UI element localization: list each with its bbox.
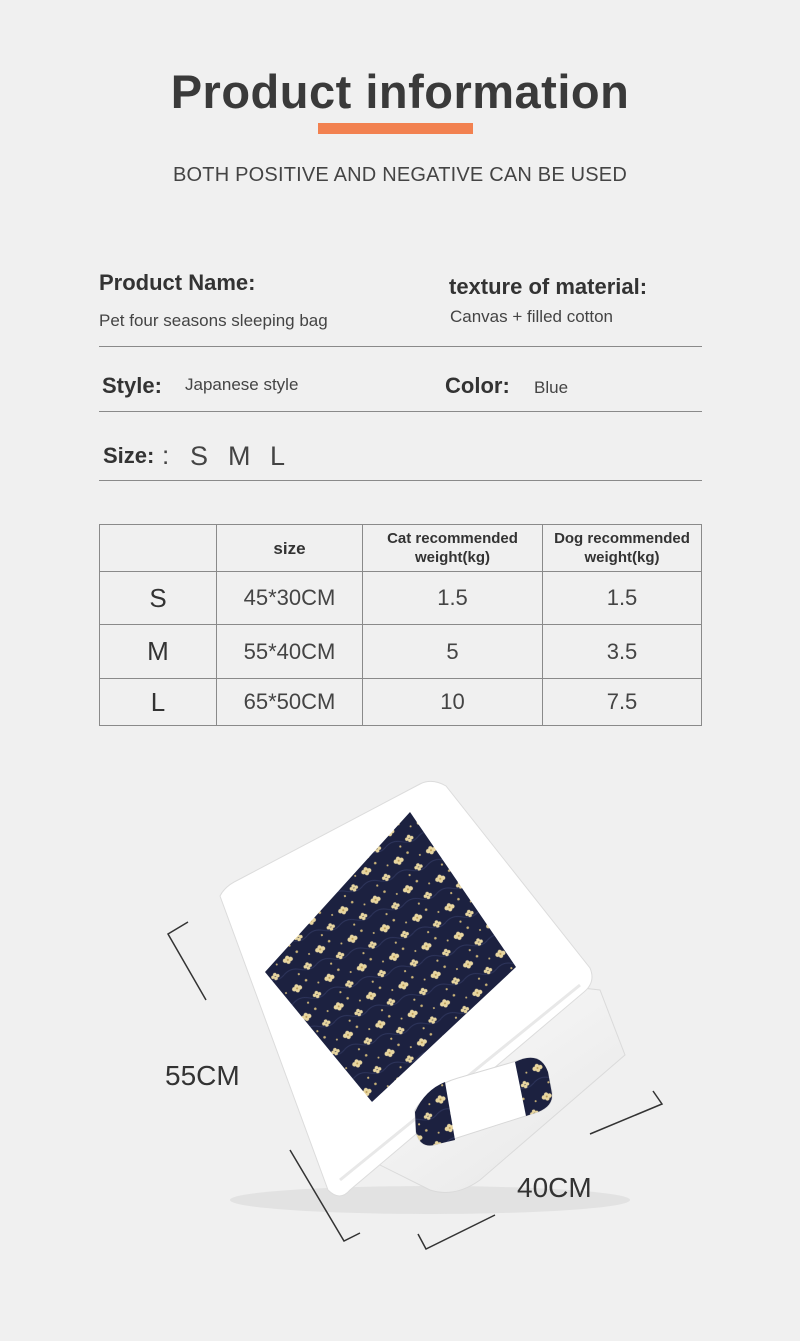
table-header-cell: size <box>217 525 363 572</box>
color-value: Blue <box>534 378 569 397</box>
material-value: Canvas + filled cotton <box>450 307 614 326</box>
table-row <box>100 625 702 679</box>
sleeping-bag-image <box>0 760 800 1280</box>
page-subtitle: BOTH POSITIVE AND NEGATIVE CAN BE USED <box>173 164 627 186</box>
table-header-cell <box>100 525 217 572</box>
size-table <box>99 524 702 726</box>
table-cell-cat-weight: 1.5 <box>363 572 543 625</box>
table-cell-cat-weight: 5 <box>363 625 543 679</box>
divider <box>99 346 702 347</box>
style-label: Style: <box>102 373 162 398</box>
divider <box>99 411 702 412</box>
table-row <box>100 572 702 625</box>
table-cell-dog-weight: 7.5 <box>543 679 702 726</box>
table-cell-size-code: S <box>100 572 217 625</box>
product-name-label: Product Name: <box>99 270 256 295</box>
size-colon: : <box>162 440 170 470</box>
product-name-value: Pet four seasons sleeping bag <box>99 311 328 330</box>
size-label: Size: <box>103 443 155 468</box>
divider <box>99 480 702 481</box>
table-cell-dog-weight: 3.5 <box>543 625 702 679</box>
size-option-s: S <box>190 441 209 471</box>
page-title: Product information <box>170 65 630 118</box>
style-value: Japanese style <box>185 375 299 394</box>
table-header-cell: Cat recommended weight(kg) <box>363 525 543 572</box>
color-label: Color: <box>445 373 510 398</box>
table-header-cell: Dog recommended weight(kg) <box>543 525 702 572</box>
title-underline <box>318 123 473 134</box>
table-cell-dog-weight: 1.5 <box>543 572 702 625</box>
table-row <box>100 679 702 726</box>
size-option-m: M <box>228 441 251 471</box>
size-option-l: L <box>270 441 286 471</box>
table-cell-dimensions: 65*50CM <box>217 679 363 726</box>
width-dimension-label: 40CM <box>517 1172 592 1203</box>
table-cell-dimensions: 45*30CM <box>217 572 363 625</box>
table-cell-size-code: L <box>100 679 217 726</box>
table-cell-size-code: M <box>100 625 217 679</box>
table-header-row <box>100 525 702 572</box>
table-cell-dimensions: 55*40CM <box>217 625 363 679</box>
table-cell-cat-weight: 10 <box>363 679 543 726</box>
height-dimension-label: 55CM <box>165 1060 240 1091</box>
material-label: texture of material: <box>449 274 648 299</box>
